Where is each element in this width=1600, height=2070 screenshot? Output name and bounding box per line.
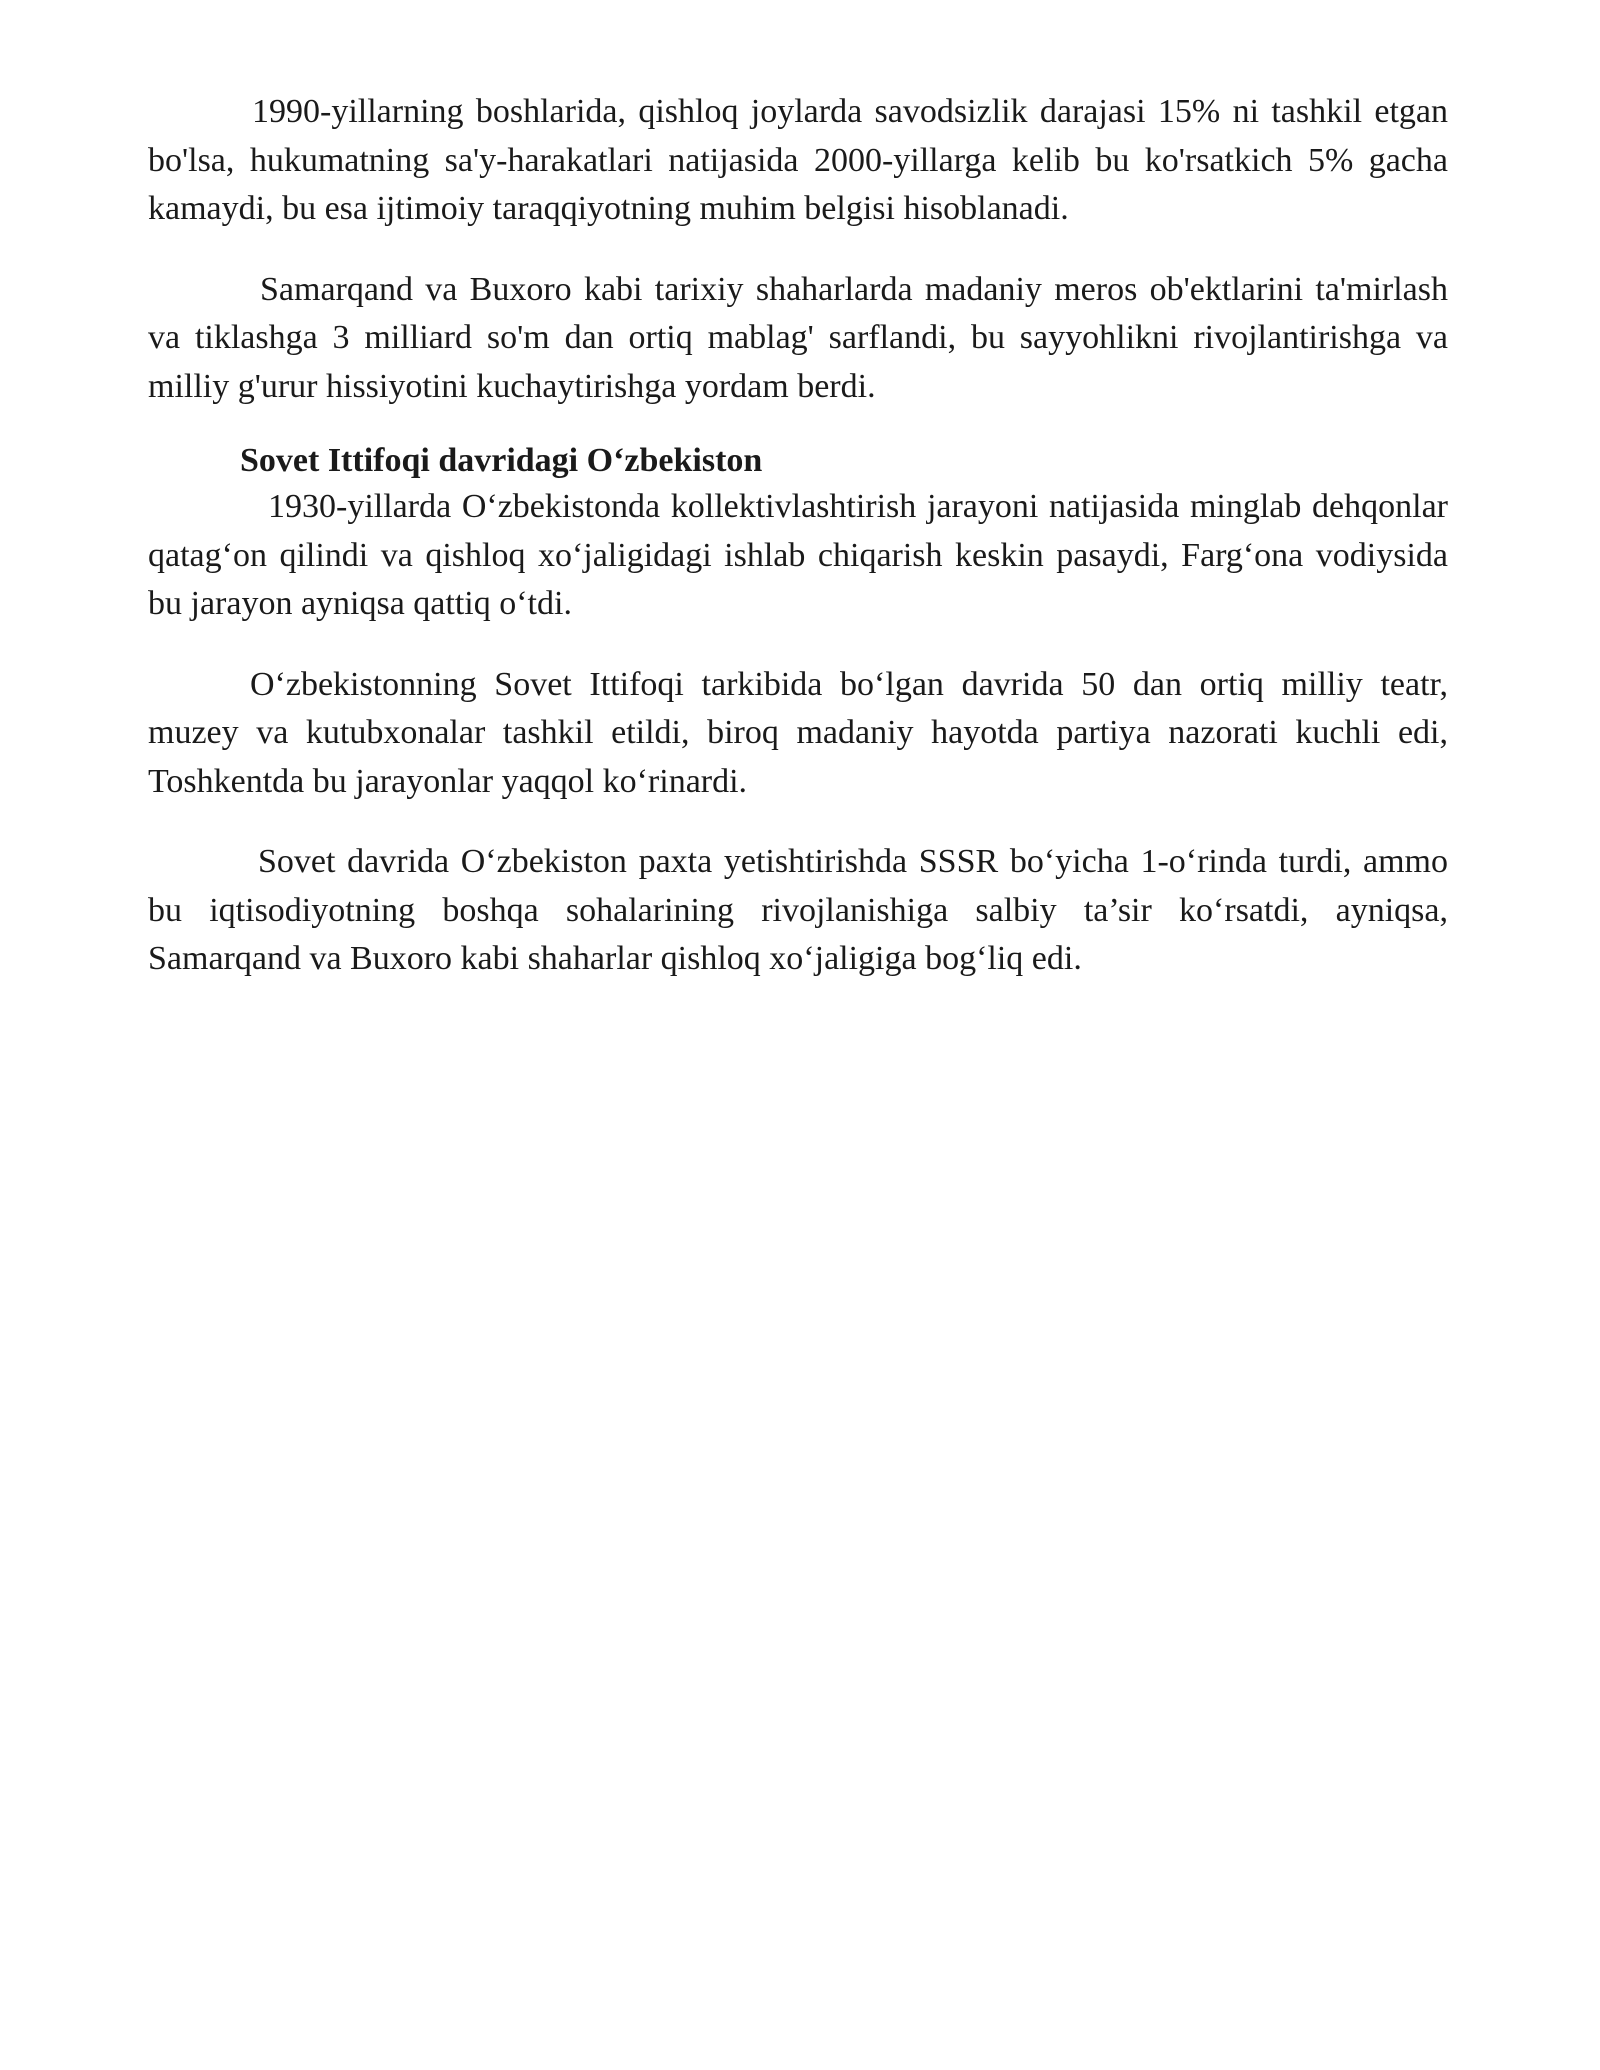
paragraph-literacy: 1990-yillarning boshlarida, qishloq joylarda savodsizlik darajasi 15% ni tashkil etgan bo'lsa, hukumatning sa'y-harakatlari natijasida 2000-yillarga kelib bu ko'rsatkich 5% gacha kamaydi, bu esa ijtimoiy taraqqiyotning muhim belgisi hisoblanadi. [148, 93, 1448, 227]
paragraph-spacer [148, 629, 1448, 661]
section-heading: Sovet Ittifoqi davridagi O‘zbekiston [240, 442, 763, 479]
paragraph-spacer [148, 806, 1448, 838]
document-body [148, 88, 1448, 984]
paragraph-cotton: Sovet davrida O‘zbekiston paxta yetishtirishda SSSR bo‘yicha 1-o‘rinda turdi, ammo bu iqtisodiyotning boshqa sohalarining rivojlanishiga salbiy ta’sir ko‘rsatdi, ayniqsa, Samarqand va Buxoro kabi shaharlar qishloq xo‘jaligiga bog‘liq edi. [148, 843, 1448, 977]
paragraph-collectivization: 1930-yillarda O‘zbekistonda kollektivlashtirish jarayoni natijasida minglab dehqonlar qatag‘on qilindi va qishloq xo‘jaligidagi ishlab chiqarish keskin pasaydi, Farg‘ona vodiysida bu jarayon ayniqsa qattiq o‘tdi. [148, 488, 1448, 622]
paragraph-culture: O‘zbekistonning Sovet Ittifoqi tarkibida bo‘lgan davrida 50 dan ortiq milliy teatr, muzey va kutubxonalar tashkil etildi, biroq madaniy hayotda partiya nazorati kuchli edi, Toshkentda bu jarayonlar yaqqol ko‘rinardi. [148, 665, 1448, 800]
paragraph-heritage: Samarqand va Buxoro kabi tarixiy shaharlarda madaniy meros ob'ektlarini ta'mirlash va tiklashga 3 milliard so'm dan ortiq mablag' sarflandi, bu sayyohlikni rivojlantirishga va milliy g'urur hissiyotini kuchaytirishga yordam berdi. [148, 270, 1448, 405]
paragraph-spacer [148, 234, 1448, 266]
